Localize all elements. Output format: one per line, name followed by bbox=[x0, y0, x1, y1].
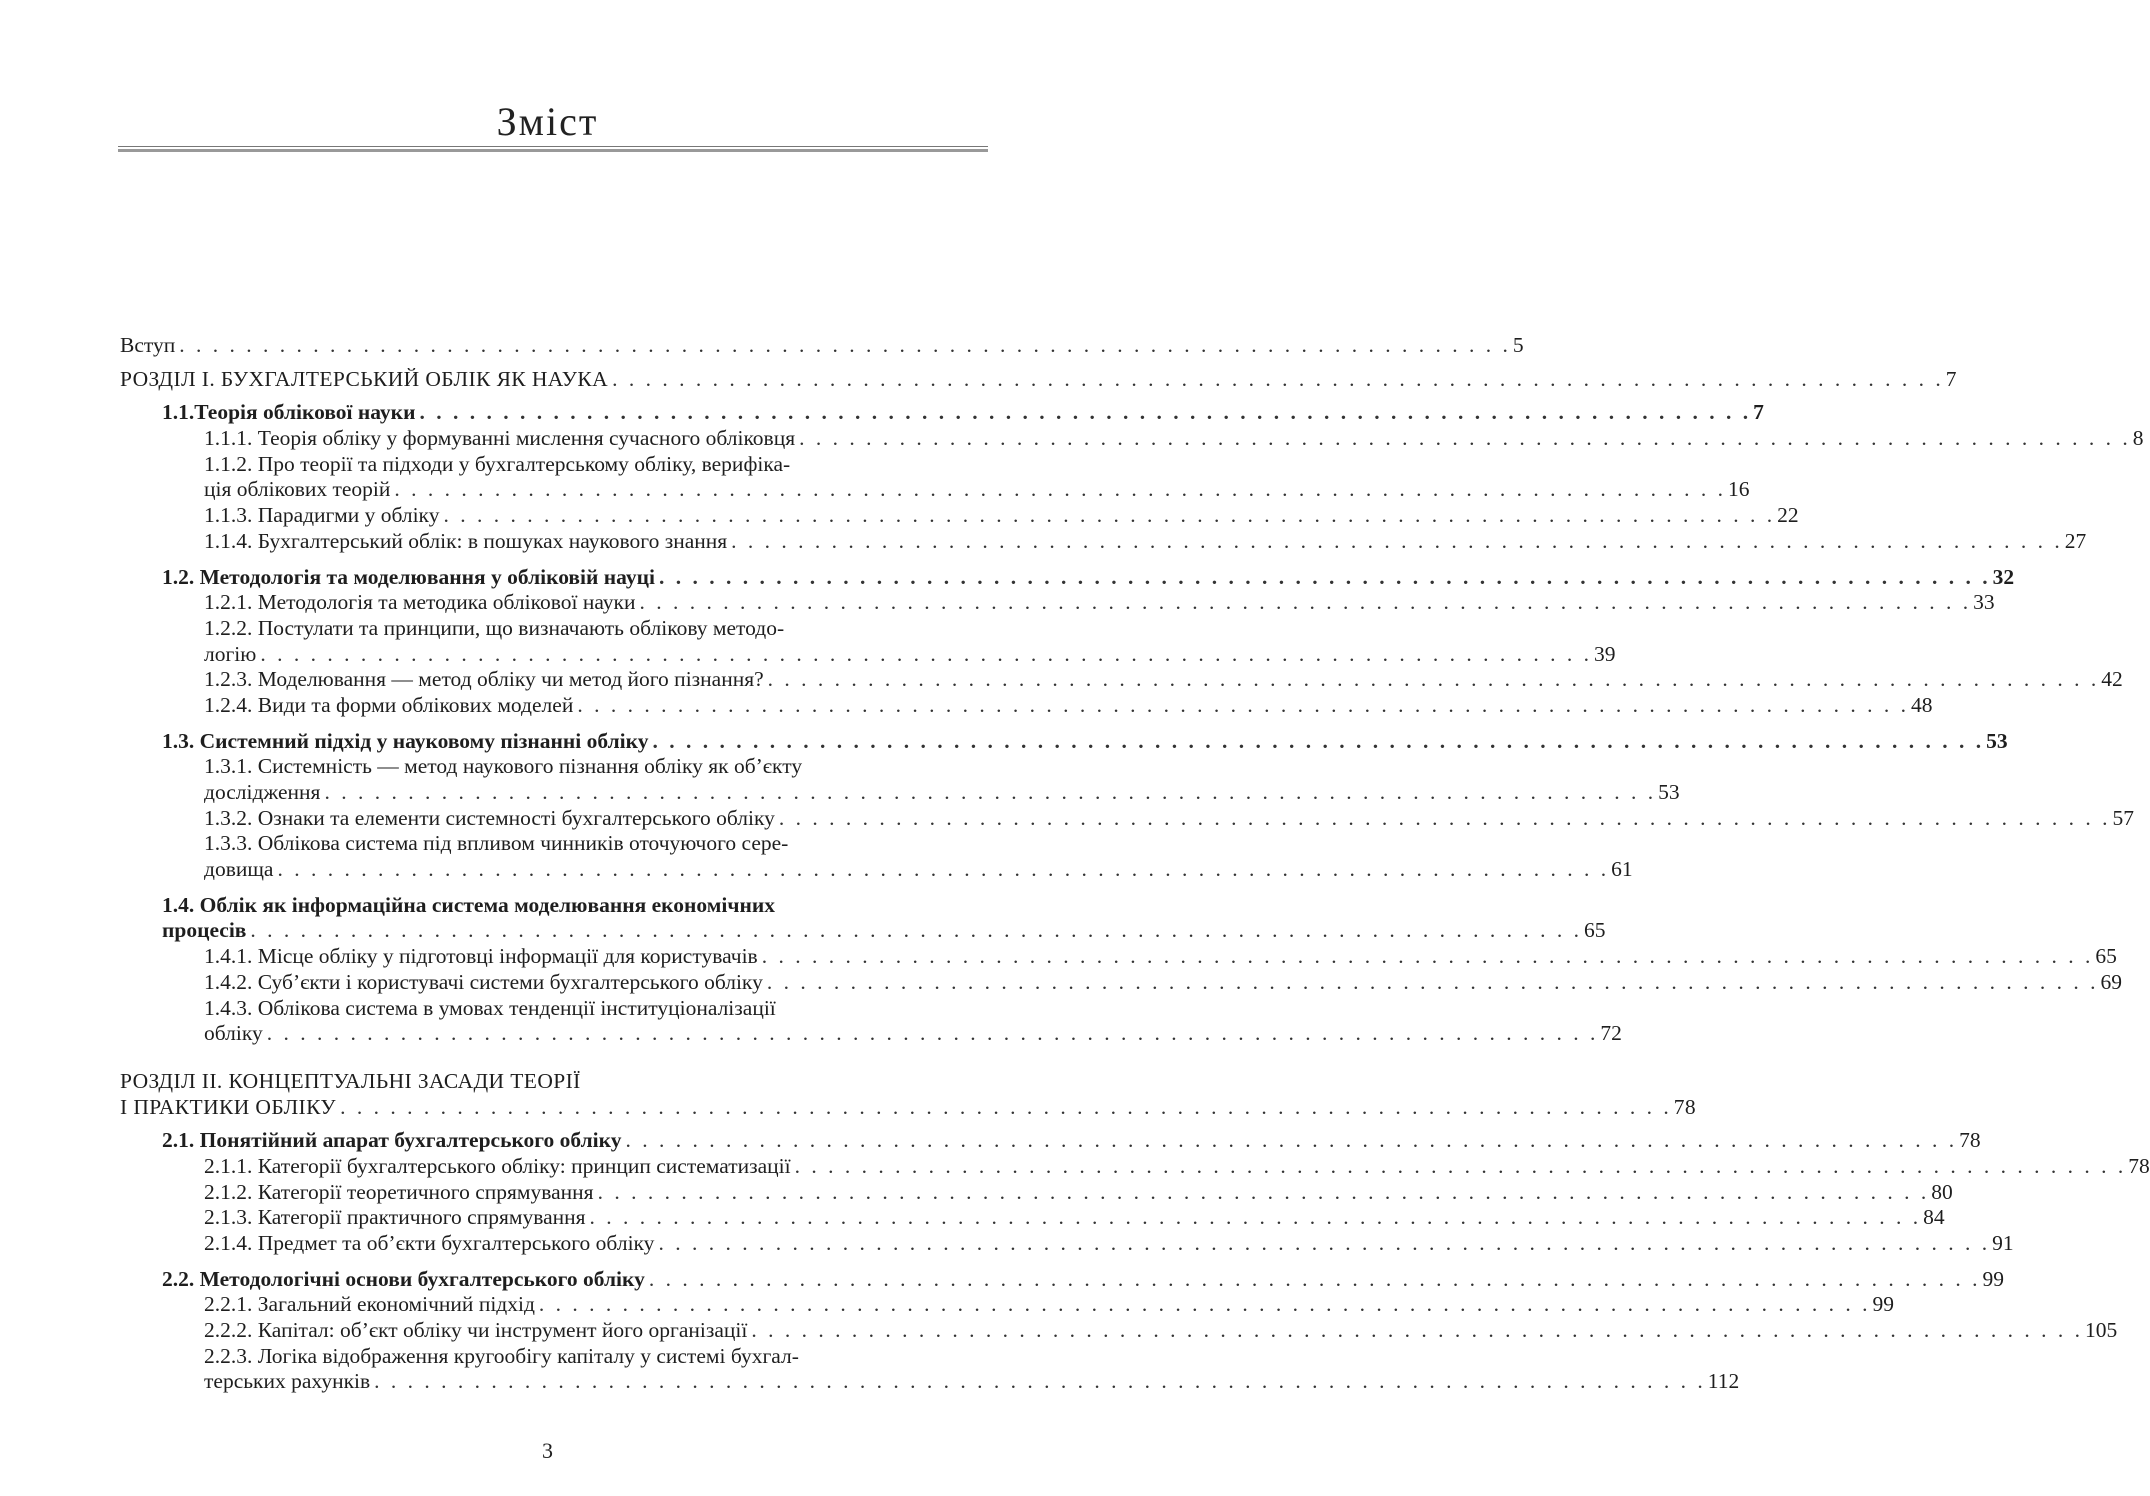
toc-item-2-1-1[interactable]: 2.1.1. Категорії бухгалтерського обліку: принцип систематизації . . . . . . . . . . . . . . . . . . . . . . . . . . . . . . . . . . . . . . . . . . . . . . . . . . . . . . . . . . . . . . . . . . . . . . . . . . . . . . . . 78 bbox=[204, 1153, 2150, 1178]
toc-item-2-2-1[interactable]: 2.2.1. Загальний економічний підхід . . . . . . . . . . . . . . . . . . . . . . . . . . . . . . . . . . . . . . . . . . . . . . . . . . . . . . . . . . . . . . . . . . . . . . . . . . . . . . . . 99 bbox=[204, 1292, 1895, 1317]
toc-section-1-2[interactable]: 1.2. Методологія та моделювання у обліковій науці . . . . . . . . . . . . . . . . . . . . . . . . . . . . . . . . . . . . . . . . . . . . . . . . . . . . . . . . . . . . . . . . . . . . . . . . . . . . . . . . 32 bbox=[162, 564, 2015, 589]
toc-part-2-line1[interactable]: РОЗДІЛ ІІ. КОНЦЕПТУАЛЬНІ ЗАСАДИ ТЕОРІЇ bbox=[120, 1068, 581, 1093]
toc-section-1-4-line1[interactable]: 1.4. Облік як інформаційна система моделювання економічних bbox=[162, 892, 776, 917]
toc-item-1-3-1[interactable]: дослідження . . . . . . . . . . . . . . . . . . . . . . . . . . . . . . . . . . . . . . . . . . . . . . . . . . . . . . . . . . . . . . . . . . . . . . . . . . . . . . . . 53 bbox=[204, 780, 1680, 804]
toc-item-1-1-3[interactable]: 1.1.3. Парадигми у обліку . . . . . . . . . . . . . . . . . . . . . . . . . . . . . . . . . . . . . . . . . . . . . . . . . . . . . . . . . . . . . . . . . . . . . . . . . . . . . . . . 22 bbox=[204, 503, 1799, 528]
leader-dots: . . . . . . . . . . . . . . . . . . . . . . . . . . . . . . . . . . . . . . . . . . . . . . . . . . . . . . . . . . . . . . . . . . . . . . . . . . . . . . . . bbox=[597, 1179, 1930, 1204]
toc-entry-intro[interactable]: Вступ . . . . . . . . . . . . . . . . . . . . . . . . . . . . . . . . . . . . . . . . . . . . . . . . . . . . . . . . . . . . . . . . . . . . . . . . . . . . . . . . 5 bbox=[120, 333, 1524, 357]
leader-dots: . . . . . . . . . . . . . . . . . . . . . . . . . . . . . . . . . . . . . . . . . . . . . . . . . . . . . . . . . . . . . . . . . . . . . . . . . . . . . . . . bbox=[625, 1128, 1958, 1153]
toc-item-1-4-2[interactable]: 1.4.2. Суб’єкти і користувачі системи бухгалтерського обліку . . . . . . . . . . . . . . . . . . . . . . . . . . . . . . . . . . . . . . . . . . . . . . . . . . . . . . . . . . . . . . . . . . . . . . . . . . . . . . . . 69 bbox=[204, 969, 2122, 994]
leader-dots: . . . . . . . . . . . . . . . . . . . . . . . . . . . . . . . . . . . . . . . . . . . . . . . . . . . . . . . . . . . . . . . . . . . . . . . . . . . . . . . . bbox=[589, 1205, 1922, 1230]
leader-dots: . . . . . . . . . . . . . . . . . . . . . . . . . . . . . . . . . . . . . . . . . . . . . . . . . . . . . . . . . . . . . . . . . . . . . . . . . . . . . . . . bbox=[767, 667, 2100, 692]
toc-section-2-1[interactable]: 2.1. Понятійний апарат бухгалтерського обліку . . . . . . . . . . . . . . . . . . . . . . . . . . . . . . . . . . . . . . . . . . . . . . . . . . . . . . . . . . . . . . . . . . . . . . . . . . . . . . . . 78 bbox=[162, 1128, 1981, 1153]
leader-dots: . . . . . . . . . . . . . . . . . . . . . . . . . . . . . . . . . . . . . . . . . . . . . . . . . . . . . . . . . . . . . . . . . . . . . . . . . . . . . . . . bbox=[179, 333, 1511, 357]
title-rule-thin bbox=[118, 146, 988, 147]
toc-item-1-2-3[interactable]: 1.2.3. Моделювання — метод обліку чи метод його пізнання? . . . . . . . . . . . . . . . . . . . . . . . . . . . . . . . . . . . . . . . . . . . . . . . . . . . . . . . . . . . . . . . . . . . . . . . . . . . . . . . . 42 bbox=[204, 667, 2123, 692]
leader-dots: . . . . . . . . . . . . . . . . . . . . . . . . . . . . . . . . . . . . . . . . . . . . . . . . . . . . . . . . . . . . . . . . . . . . . . . . . . . . . . . . bbox=[340, 1094, 1672, 1119]
leader-dots: . . . . . . . . . . . . . . . . . . . . . . . . . . . . . . . . . . . . . . . . . . . . . . . . . . . . . . . . . . . . . . . . . . . . . . . . . . . . . . . . bbox=[260, 641, 1592, 666]
leader-dots: . . . . . . . . . . . . . . . . . . . . . . . . . . . . . . . . . . . . . . . . . . . . . . . . . . . . . . . . . . . . . . . . . . . . . . . . . . . . . . . . bbox=[250, 918, 1583, 943]
leader-dots: . . . . . . . . . . . . . . . . . . . . . . . . . . . . . . . . . . . . . . . . . . . . . . . . . . . . . . . . . . . . . . . . . . . . . . . . . . . . . . . . bbox=[658, 564, 1991, 589]
leader-dots: . . . . . . . . . . . . . . . . . . . . . . . . . . . . . . . . . . . . . . . . . . . . . . . . . . . . . . . . . . . . . . . . . . . . . . . . . . . . . . . . bbox=[731, 528, 2063, 553]
toc-item-2-1-4[interactable]: 2.1.4. Предмет та об’єкти бухгалтерського обліку . . . . . . . . . . . . . . . . . . . . . . . . . . . . . . . . . . . . . . . . . . . . . . . . . . . . . . . . . . . . . . . . . . . . . . . . . . . . . . . . 91 bbox=[204, 1231, 2014, 1255]
leader-dots: . . . . . . . . . . . . . . . . . . . . . . . . . . . . . . . . . . . . . . . . . . . . . . . . . . . . . . . . . . . . . . . . . . . . . . . . . . . . . . . . bbox=[794, 1153, 2127, 1178]
toc-item-1-2-1[interactable]: 1.2.1. Методологія та методика облікової науки . . . . . . . . . . . . . . . . . . . . . . . . . . . . . . . . . . . . . . . . . . . . . . . . . . . . . . . . . . . . . . . . . . . . . . . . . . . . . . . . 33 bbox=[204, 590, 1995, 615]
leader-dots: . . . . . . . . . . . . . . . . . . . . . . . . . . . . . . . . . . . . . . . . . . . . . . . . . . . . . . . . . . . . . . . . . . . . . . . . . . . . . . . . bbox=[778, 805, 2111, 830]
page-number: 3 bbox=[542, 1438, 553, 1463]
toc-section-1-1[interactable]: 1.1.Теорія облікової науки . . . . . . . . . . . . . . . . . . . . . . . . . . . . . . . . . . . . . . . . . . . . . . . . . . . . . . . . . . . . . . . . . . . . . . . . . . . . . . . . 7 bbox=[162, 400, 1764, 425]
toc-item-1-2-2-line1[interactable]: 1.2.2. Постулати та принципи, що визначають облікову методо- bbox=[204, 615, 785, 640]
leader-dots: . . . . . . . . . . . . . . . . . . . . . . . . . . . . . . . . . . . . . . . . . . . . . . . . . . . . . . . . . . . . . . . . . . . . . . . . . . . . . . . . bbox=[751, 1318, 2083, 1343]
toc-item-1-4-3-line1[interactable]: 1.4.3. Облікова система в умовах тенденції інституціоналізації bbox=[204, 995, 776, 1020]
leader-dots: . . . . . . . . . . . . . . . . . . . . . . . . . . . . . . . . . . . . . . . . . . . . . . . . . . . . . . . . . . . . . . . . . . . . . . . . . . . . . . . . bbox=[394, 477, 1727, 502]
leader-dots: . . . . . . . . . . . . . . . . . . . . . . . . . . . . . . . . . . . . . . . . . . . . . . . . . . . . . . . . . . . . . . . . . . . . . . . . . . . . . . . . bbox=[639, 590, 1972, 615]
leader-dots: . . . . . . . . . . . . . . . . . . . . . . . . . . . . . . . . . . . . . . . . . . . . . . . . . . . . . . . . . . . . . . . . . . . . . . . . . . . . . . . . bbox=[652, 728, 1985, 753]
toc-item-1-1-2-line1[interactable]: 1.1.2. Про теорії та підходи у бухгалтерському обліку, верифіка- bbox=[204, 451, 791, 476]
leader-dots: . . . . . . . . . . . . . . . . . . . . . . . . . . . . . . . . . . . . . . . . . . . . . . . . . . . . . . . . . . . . . . . . . . . . . . . . . . . . . . . . bbox=[766, 969, 2099, 994]
toc-item-1-1-4[interactable]: 1.1.4. Бухгалтерський облік: в пошуках наукового знання . . . . . . . . . . . . . . . . . . . . . . . . . . . . . . . . . . . . . . . . . . . . . . . . . . . . . . . . . . . . . . . . . . . . . . . . . . . . . . . . 27 bbox=[204, 528, 2087, 553]
toc-item-1-2-2[interactable]: логію . . . . . . . . . . . . . . . . . . . . . . . . . . . . . . . . . . . . . . . . . . . . . . . . . . . . . . . . . . . . . . . . . . . . . . . . . . . . . . . . 39 bbox=[204, 641, 1616, 666]
leader-dots: . . . . . . . . . . . . . . . . . . . . . . . . . . . . . . . . . . . . . . . . . . . . . . . . . . . . . . . . . . . . . . . . . . . . . . . . . . . . . . . . bbox=[648, 1266, 1981, 1291]
leader-dots: . . . . . . . . . . . . . . . . . . . . . . . . . . . . . . . . . . . . . . . . . . . . . . . . . . . . . . . . . . . . . . . . . . . . . . . . . . . . . . . . bbox=[419, 400, 1752, 425]
leader-dots: . . . . . . . . . . . . . . . . . . . . . . . . . . . . . . . . . . . . . . . . . . . . . . . . . . . . . . . . . . . . . . . . . . . . . . . . . . . . . . . . bbox=[538, 1292, 1871, 1317]
toc-item-1-3-3-line1[interactable]: 1.3.3. Облікова система під впливом чинників оточуючого сере- bbox=[204, 831, 789, 856]
toc-item-2-1-2[interactable]: 2.1.2. Категорії теоретичного спрямування . . . . . . . . . . . . . . . . . . . . . . . . . . . . . . . . . . . . . . . . . . . . . . . . . . . . . . . . . . . . . . . . . . . . . . . . . . . . . . . . 80 bbox=[204, 1179, 1953, 1204]
leader-dots: . . . . . . . . . . . . . . . . . . . . . . . . . . . . . . . . . . . . . . . . . . . . . . . . . . . . . . . . . . . . . . . . . . . . . . . . . . . . . . . . bbox=[761, 944, 2094, 969]
title-rule-thick bbox=[118, 149, 988, 152]
leader-dots: . . . . . . . . . . . . . . . . . . . . . . . . . . . . . . . . . . . . . . . . . . . . . . . . . . . . . . . . . . . . . . . . . . . . . . . . . . . . . . . . bbox=[266, 1021, 1599, 1046]
leader-dots: . . . . . . . . . . . . . . . . . . . . . . . . . . . . . . . . . . . . . . . . . . . . . . . . . . . . . . . . . . . . . . . . . . . . . . . . . . . . . . . . bbox=[324, 780, 1657, 804]
toc-section-1-4[interactable]: процесів . . . . . . . . . . . . . . . . . . . . . . . . . . . . . . . . . . . . . . . . . . . . . . . . . . . . . . . . . . . . . . . . . . . . . . . . . . . . . . . . 65 bbox=[162, 918, 1606, 943]
toc-item-2-2-3-line1[interactable]: 2.2.3. Логіка відображення кругообігу капіталу у системі бухгал- bbox=[204, 1343, 799, 1368]
leader-dots: . . . . . . . . . . . . . . . . . . . . . . . . . . . . . . . . . . . . . . . . . . . . . . . . . . . . . . . . . . . . . . . . . . . . . . . . . . . . . . . . bbox=[443, 503, 1776, 528]
toc-part-2[interactable]: І ПРАКТИКИ ОБЛІКУ . . . . . . . . . . . . . . . . . . . . . . . . . . . . . . . . . . . . . . . . . . . . . . . . . . . . . . . . . . . . . . . . . . . . . . . . . . . . . . . . 78 bbox=[120, 1094, 1696, 1119]
toc-section-1-3[interactable]: 1.3. Системний підхід у науковому пізнанні обліку . . . . . . . . . . . . . . . . . . . . . . . . . . . . . . . . . . . . . . . . . . . . . . . . . . . . . . . . . . . . . . . . . . . . . . . . . . . . . . . . 53 bbox=[162, 728, 2008, 753]
leader-dots: . . . . . . . . . . . . . . . . . . . . . . . . . . . . . . . . . . . . . . . . . . . . . . . . . . . . . . . . . . . . . . . . . . . . . . . . . . . . . . . . bbox=[799, 426, 2131, 451]
leader-dots: . . . . . . . . . . . . . . . . . . . . . . . . . . . . . . . . . . . . . . . . . . . . . . . . . . . . . . . . . . . . . . . . . . . . . . . . . . . . . . . . bbox=[577, 692, 1909, 717]
toc-item-1-3-2[interactable]: 1.3.2. Ознаки та елементи системності бухгалтерського обліку . . . . . . . . . . . . . . . . . . . . . . . . . . . . . . . . . . . . . . . . . . . . . . . . . . . . . . . . . . . . . . . . . . . . . . . . . . . . . . . . 57 bbox=[204, 805, 2134, 830]
toc-item-1-1-1[interactable]: 1.1.1. Теорія обліку у формуванні мислення сучасного обліковця . . . . . . . . . . . . . . . . . . . . . . . . . . . . . . . . . . . . . . . . . . . . . . . . . . . . . . . . . . . . . . . . . . . . . . . . . . . . . . . . 8 bbox=[204, 426, 2144, 451]
table-of-contents bbox=[120, 333, 2150, 1395]
toc-item-1-4-1[interactable]: 1.4.1. Місце обліку у підготовці інформації для користувачів . . . . . . . . . . . . . . . . . . . . . . . . . . . . . . . . . . . . . . . . . . . . . . . . . . . . . . . . . . . . . . . . . . . . . . . . . . . . . . . . 65 bbox=[204, 944, 2117, 969]
toc-section-2-2[interactable]: 2.2. Методологічні основи бухгалтерського обліку . . . . . . . . . . . . . . . . . . . . . . . . . . . . . . . . . . . . . . . . . . . . . . . . . . . . . . . . . . . . . . . . . . . . . . . . . . . . . . . . 99 bbox=[162, 1266, 2004, 1291]
leader-dots: . . . . . . . . . . . . . . . . . . . . . . . . . . . . . . . . . . . . . . . . . . . . . . . . . . . . . . . . . . . . . . . . . . . . . . . . . . . . . . . . bbox=[277, 857, 1610, 882]
toc-item-1-4-3[interactable]: обліку . . . . . . . . . . . . . . . . . . . . . . . . . . . . . . . . . . . . . . . . . . . . . . . . . . . . . . . . . . . . . . . . . . . . . . . . . . . . . . . . 72 bbox=[204, 1021, 1622, 1046]
page-title: Зміст bbox=[496, 99, 599, 144]
toc-item-1-3-1-line1[interactable]: 1.3.1. Системність — метод наукового пізнання обліку як об’єкту bbox=[204, 754, 803, 779]
leader-dots: . . . . . . . . . . . . . . . . . . . . . . . . . . . . . . . . . . . . . . . . . . . . . . . . . . . . . . . . . . . . . . . . . . . . . . . . . . . . . . . . bbox=[658, 1231, 1991, 1255]
toc-part-1[interactable]: РОЗДІЛ І. БУХГАЛТЕРСЬКИЙ ОБЛІК ЯК НАУКА . . . . . . . . . . . . . . . . . . . . . . . . . . . . . . . . . . . . . . . . . . . . . . . . . . . . . . . . . . . . . . . . . . . . . . . . . . . . . . . . 7 bbox=[120, 366, 1957, 391]
toc-item-2-2-3[interactable]: терських рахунків . . . . . . . . . . . . . . . . . . . . . . . . . . . . . . . . . . . . . . . . . . . . . . . . . . . . . . . . . . . . . . . . . . . . . . . . . . . . . . . . 112 bbox=[204, 1369, 1740, 1394]
toc-item-2-2-2[interactable]: 2.2.2. Капітал: об’єкт обліку чи інструмент його організації . . . . . . . . . . . . . . . . . . . . . . . . . . . . . . . . . . . . . . . . . . . . . . . . . . . . . . . . . . . . . . . . . . . . . . . . . . . . . . . . 105 bbox=[204, 1318, 2118, 1343]
leader-dots: . . . . . . . . . . . . . . . . . . . . . . . . . . . . . . . . . . . . . . . . . . . . . . . . . . . . . . . . . . . . . . . . . . . . . . . . . . . . . . . . bbox=[612, 366, 1944, 391]
toc-item-1-2-4[interactable]: 1.2.4. Види та форми облікових моделей . . . . . . . . . . . . . . . . . . . . . . . . . . . . . . . . . . . . . . . . . . . . . . . . . . . . . . . . . . . . . . . . . . . . . . . . . . . . . . . . 48 bbox=[204, 692, 1933, 717]
leader-dots: . . . . . . . . . . . . . . . . . . . . . . . . . . . . . . . . . . . . . . . . . . . . . . . . . . . . . . . . . . . . . . . . . . . . . . . . . . . . . . . . bbox=[374, 1369, 1706, 1394]
toc-item-1-1-2[interactable]: ція облікових теорій . . . . . . . . . . . . . . . . . . . . . . . . . . . . . . . . . . . . . . . . . . . . . . . . . . . . . . . . . . . . . . . . . . . . . . . . . . . . . . . . 16 bbox=[204, 477, 1750, 502]
toc-item-2-1-3[interactable]: 2.1.3. Категорії практичного спрямування . . . . . . . . . . . . . . . . . . . . . . . . . . . . . . . . . . . . . . . . . . . . . . . . . . . . . . . . . . . . . . . . . . . . . . . . . . . . . . . . 84 bbox=[204, 1205, 1945, 1230]
toc-item-1-3-3[interactable]: довища . . . . . . . . . . . . . . . . . . . . . . . . . . . . . . . . . . . . . . . . . . . . . . . . . . . . . . . . . . . . . . . . . . . . . . . . . . . . . . . . 61 bbox=[204, 857, 1633, 882]
